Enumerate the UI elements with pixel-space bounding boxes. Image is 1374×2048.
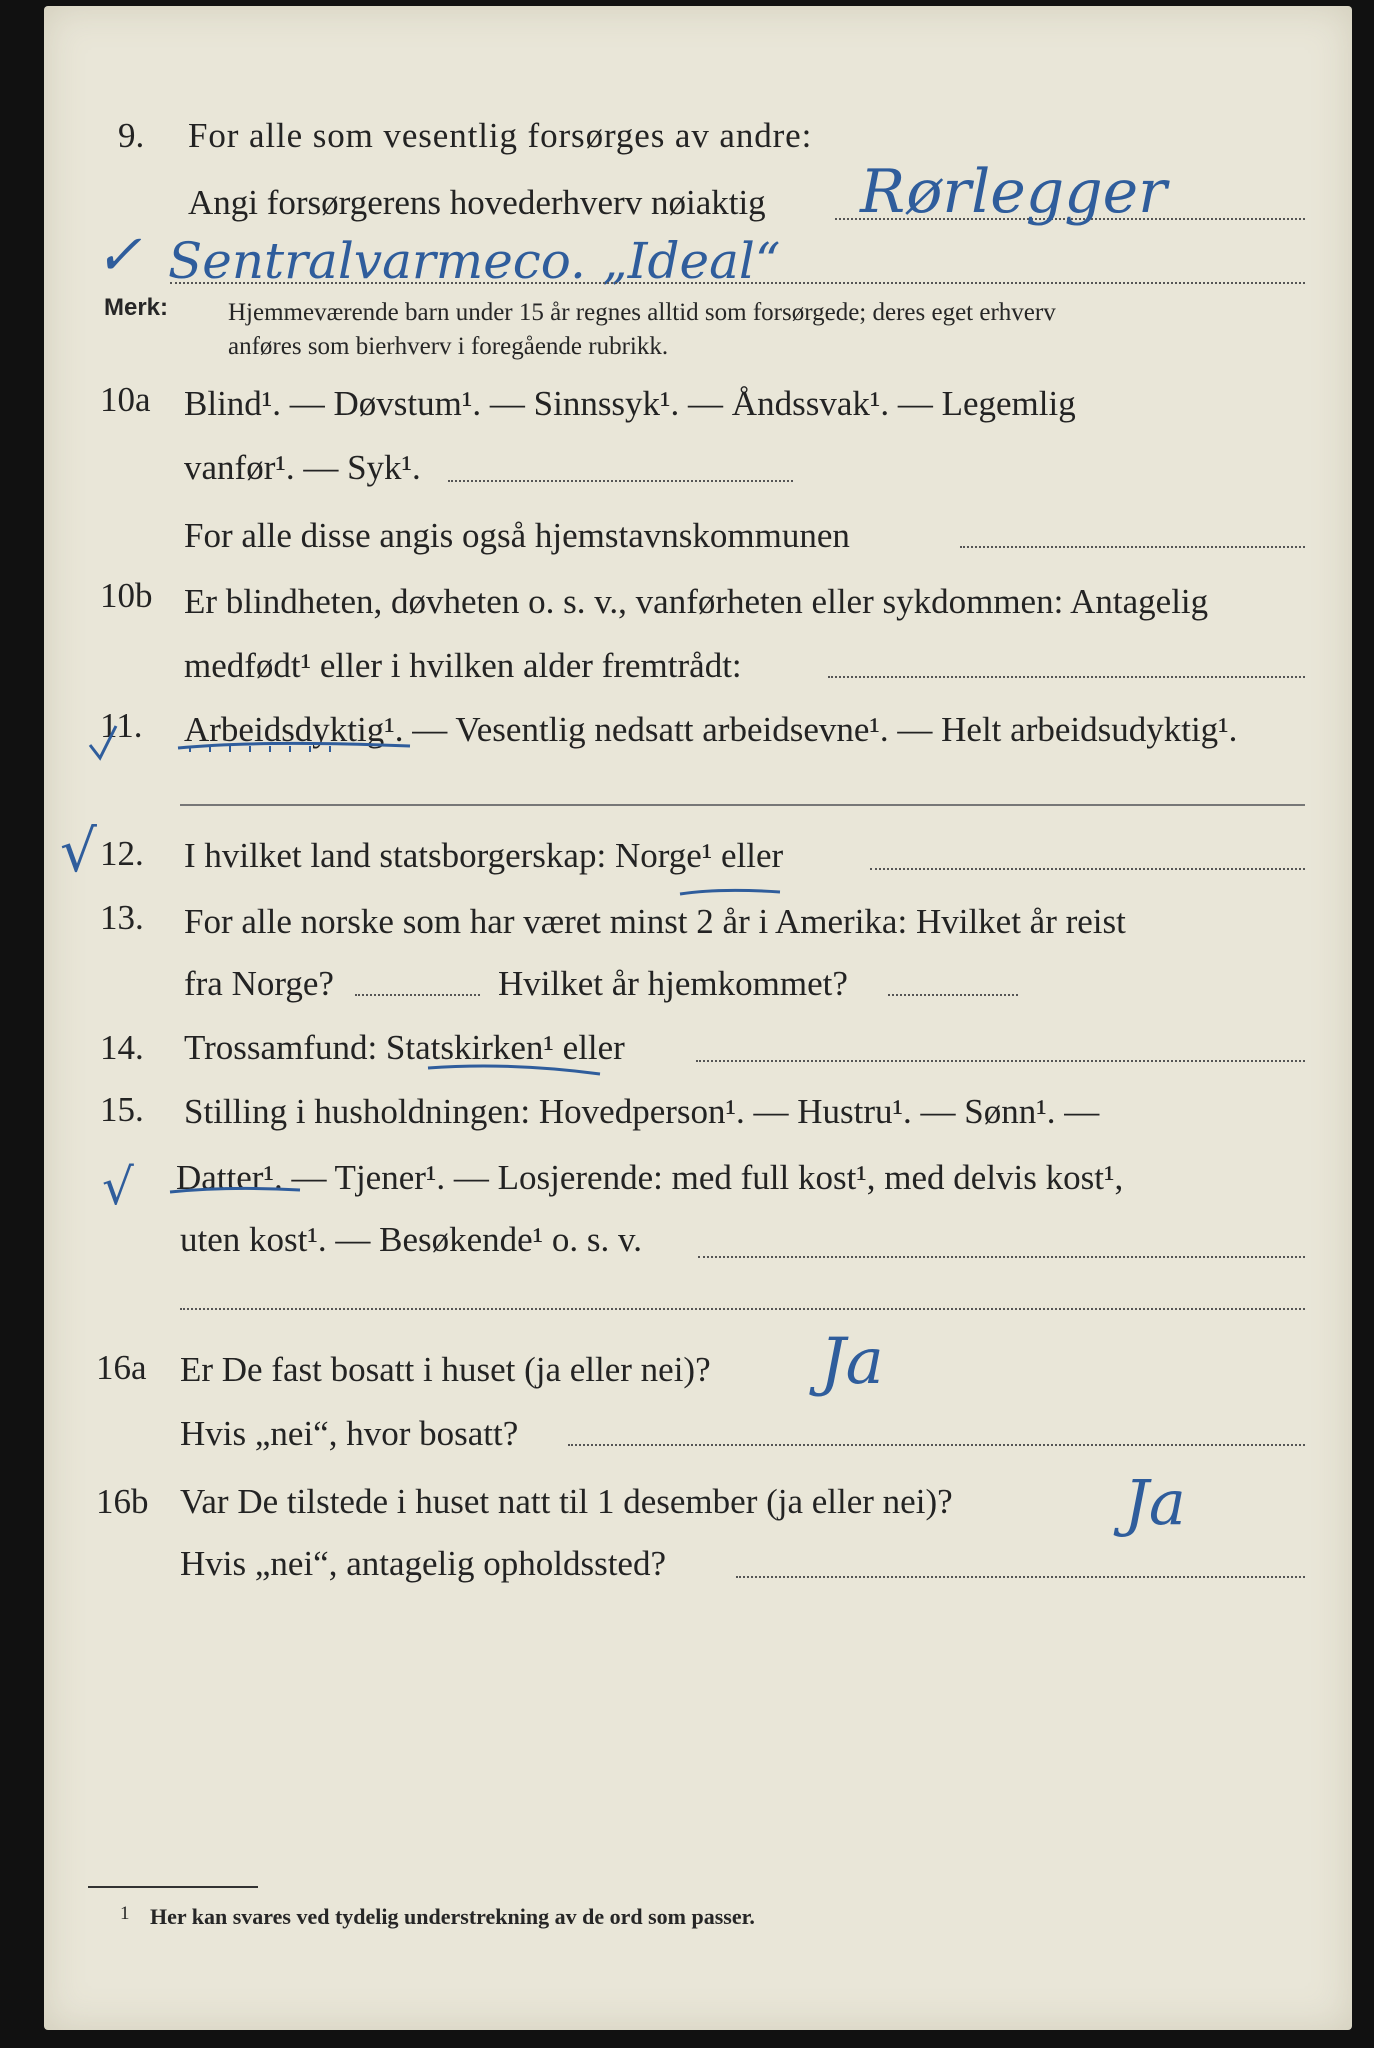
- q16b-answer: Ja: [1124, 1466, 1186, 1539]
- q16a-line1: Er De fast bosatt i huset (ja eller nei)?: [180, 1350, 711, 1389]
- q10a-number: 10a: [100, 380, 151, 419]
- q16b-line1: Var De tilstede i huset natt til 1 desember (ja eller nei)?: [180, 1482, 953, 1521]
- q15-second-line: [180, 1308, 1305, 1310]
- q10a-line1: Blind¹. — Døvstum¹. — Sinnssyk¹. — Åndssvak¹. — Legemlig: [184, 384, 1076, 423]
- q13-return-line: [888, 994, 1018, 996]
- q9-line2: Angi forsørgerens hovederhverv nøiaktig: [188, 183, 766, 222]
- q13-line2b: Hvilket år hjemkommet?: [498, 964, 848, 1003]
- q14-answer-line: [696, 1060, 1305, 1062]
- q10a-line2: vanfør¹. — Syk¹.: [184, 448, 421, 487]
- q10b-answer-line: [828, 676, 1305, 678]
- q14-line1: Trossamfund: Statskirken¹ eller: [184, 1028, 625, 1067]
- q13-line1: For alle norske som har været minst 2 år i Amerika: Hvilket år reist: [184, 902, 1126, 941]
- footnote-rule: [88, 1886, 258, 1888]
- q9-line1: For alle som vesentlig forsørges av andre:: [188, 116, 813, 155]
- footnote-marker: 1: [120, 1903, 130, 1924]
- q16a-answer: Ja: [820, 1325, 884, 1399]
- merk-line1: Hjemmeværende barn under 15 år regnes alltid som forsørgede; deres eget erhverv: [228, 299, 1056, 326]
- q12-line1: I hvilket land statsborgerskap: Norge¹ eller: [184, 836, 784, 875]
- q11-line1: Arbeidsdyktig¹. — Vesentlig nedsatt arbeidsevne¹. — Helt arbeidsudyktig¹.: [184, 710, 1238, 749]
- q12-number: 12.: [100, 834, 144, 873]
- q13-number: 13.: [100, 898, 144, 937]
- q15-line1: Stilling i husholdningen: Hovedperson¹. — Hustru¹. — Sønn¹. —: [184, 1092, 1100, 1131]
- q12-answer-line: [870, 868, 1305, 870]
- q15-answer-line: [698, 1256, 1305, 1258]
- q14-number: 14.: [100, 1028, 144, 1067]
- q15-number: 15.: [100, 1090, 144, 1129]
- q9-answer-occupation: Rørlegger: [860, 157, 1167, 227]
- q13-line2a: fra Norge?: [184, 964, 334, 1003]
- q13-departure-line: [355, 994, 480, 996]
- q9-answer-employer: Sentralvarmeco. „Ideal“: [168, 232, 781, 290]
- check-mark-icon: ✓: [95, 223, 142, 288]
- q16a-line2: Hvis „nei“, hvor bosatt?: [180, 1414, 519, 1453]
- q10b-line2: medfødt¹ eller i hvilken alder fremtrådt:: [184, 646, 742, 685]
- q16a-number: 16a: [96, 1348, 147, 1387]
- check-mark-icon: √: [60, 817, 97, 885]
- q11-number: 11.: [100, 706, 143, 745]
- q11-answer-line: [180, 804, 1305, 806]
- footnote-text: Her kan svares ved tydelig understrekning av de ord som passer.: [150, 1904, 755, 1929]
- merk-label: Merk:: [104, 294, 169, 321]
- q10a-hometown-line: [960, 546, 1305, 548]
- merk-line2: anføres som bierhverv i foregående rubrikk.: [228, 333, 669, 360]
- q16a-answer-line: [568, 1444, 1305, 1446]
- q9-second-line: [170, 282, 1305, 284]
- q10b-line1: Er blindheten, døvheten o. s. v., vanførheten eller sykdommen: Antagelig: [184, 582, 1209, 621]
- check-mark-icon: √: [102, 1158, 134, 1216]
- q15-line2: Datter¹. — Tjener¹. — Losjerende: med full kost¹, med delvis kost¹,: [176, 1158, 1124, 1197]
- q10a-line3: For alle disse angis også hjemstavnskommunen: [184, 516, 850, 555]
- q16b-answer-line: [736, 1576, 1305, 1578]
- q15-line3: uten kost¹. — Besøkende¹ o. s. v.: [180, 1220, 643, 1259]
- q16b-number: 16b: [96, 1482, 149, 1521]
- q10a-answer-line: [448, 480, 793, 482]
- q16b-line2: Hvis „nei“, antagelig opholdssted?: [180, 1544, 666, 1583]
- q10b-number: 10b: [100, 576, 153, 615]
- q9-number: 9.: [118, 116, 145, 155]
